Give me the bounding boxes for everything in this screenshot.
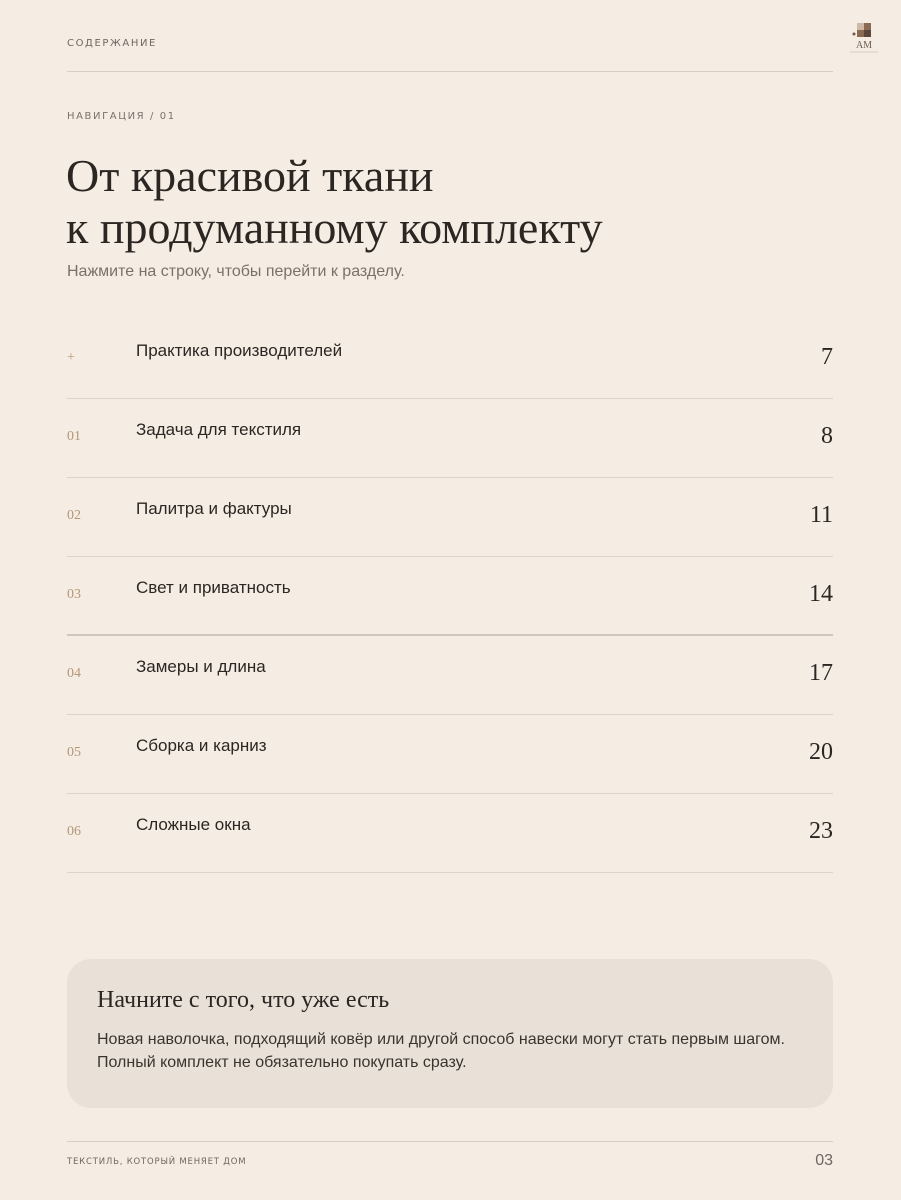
toc-row-complex-windows[interactable] <box>67 794 833 873</box>
toc-row-manufacturers-practice[interactable] <box>67 320 833 399</box>
toc-row-title: Замеры и длина <box>136 657 266 676</box>
callout-title: Начните с того, что уже есть <box>97 987 390 1013</box>
toc-row-number: 02 <box>67 508 81 523</box>
callout-body-line-1: Новая наволочка, подходящий ковёр или другой способ навески могут стать первым шагом. <box>97 1031 785 1048</box>
toc-row-number: + <box>67 350 75 365</box>
page-title-line-1: От красивой ткани <box>66 150 434 201</box>
toc-row-textile-task[interactable] <box>67 399 833 478</box>
toc-row-light-privacy[interactable] <box>67 557 833 636</box>
toc-row-page: 23 <box>809 818 833 844</box>
toc-row-number: 03 <box>67 587 81 602</box>
toc-row-palette-textures[interactable] <box>67 478 833 557</box>
footer-divider <box>67 1141 833 1142</box>
toc-row-page: 11 <box>809 502 833 528</box>
toc-row-number: 01 <box>67 429 81 444</box>
toc-row-title: Сложные окна <box>136 815 251 834</box>
header-divider <box>67 71 833 72</box>
toc-row-assembly-cornice[interactable] <box>67 715 833 794</box>
toc-row-title: Практика производителей <box>136 341 343 360</box>
page-title <box>66 150 826 254</box>
toc-row-measurements-length[interactable] <box>67 636 833 715</box>
nav-label: НАВИГАЦИЯ / 01 <box>67 111 176 122</box>
toc-row-page: 20 <box>809 739 833 765</box>
toc-row-page: 7 <box>821 344 833 370</box>
page-number: 03 <box>815 1152 833 1169</box>
callout-body-line-2: Полный комплект не обязательно покупать сразу. <box>97 1054 467 1071</box>
toc-row-page: 8 <box>821 423 833 449</box>
page-title-line-2: к продуманному комплекту <box>66 202 603 253</box>
svg-text:AM: AM <box>855 40 873 51</box>
toc-row-page: 17 <box>809 660 833 686</box>
footer-label: ТЕКСТИЛЬ, КОТОРЫЙ МЕНЯЕТ ДОМ <box>67 1157 247 1167</box>
page-subtitle: Нажмите на строку, чтобы перейти к разделу. <box>67 263 405 280</box>
table-of-contents <box>67 320 833 873</box>
toc-row-page: 14 <box>809 581 833 607</box>
toc-row-title: Сборка и карниз <box>136 736 267 755</box>
toc-row-title: Свет и приватность <box>136 578 291 597</box>
section-label: СОДЕРЖАНИЕ <box>67 38 157 49</box>
toc-row-title: Задача для текстиля <box>136 420 302 439</box>
tip-callout <box>67 959 833 1108</box>
toc-row-number: 04 <box>67 666 81 681</box>
toc-row-title: Палитра и фактуры <box>136 499 292 518</box>
brand-logo-icon <box>846 20 882 56</box>
toc-row-number: 06 <box>67 824 81 839</box>
callout-body <box>97 1028 797 1074</box>
toc-row-number: 05 <box>67 745 81 760</box>
